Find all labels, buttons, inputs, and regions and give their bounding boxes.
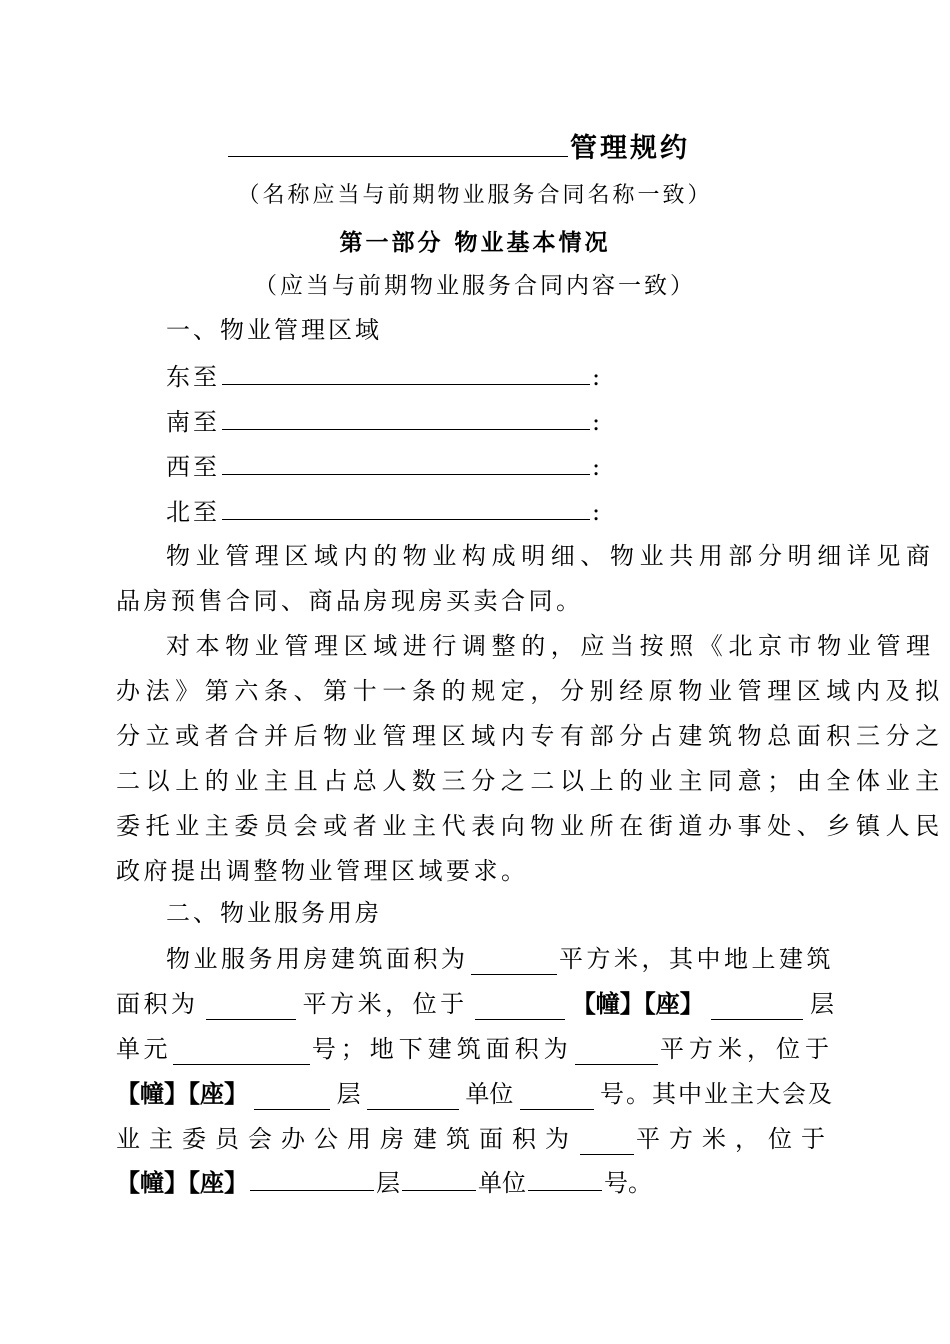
rooms-line-5 [116,1123,834,1155]
boundary-label: 西至 [166,453,220,481]
paragraph-line: 对本物业管理区域进行调整的，应当按照《北京市物业管理 [166,632,936,660]
building-label: 【幢】【座】 [116,1169,248,1197]
area-blank [206,995,296,1020]
unit-blank [402,1166,476,1191]
text-segment: 物业服务用房建筑面积为 [166,945,469,973]
building-label: 【幢】【座】 [571,990,704,1018]
text-segment: 号；地下建筑面积为 [311,1035,573,1063]
area-blank [471,950,558,975]
boundary-blank [222,360,590,385]
title-blank [228,132,568,157]
paragraph-line: 二以上的业主且占总人数三分之二以上的业主同意；由全体业主 [116,767,945,795]
floor-blank [254,1085,330,1110]
area-blank [575,1040,658,1065]
boundary-colon: : [592,453,604,481]
boundary-colon: : [592,498,604,526]
boundary-label: 北至 [166,498,220,526]
text-segment: 平方米，位于 [302,990,468,1018]
paragraph-line: 品房预售合同、商品房现房买卖合同。 [116,587,584,615]
text-segment: 单位 [465,1080,514,1108]
text-segment: 层 [809,990,834,1018]
text-segment: 业主委员会办公用房建筑面积为 [116,1125,578,1153]
paragraph-line: 委托业主委员会或者业主代表向物业所在街道办事处、乡镇人民 [116,812,945,840]
text-segment: 号。 [604,1169,652,1197]
paragraph-line: 分立或者合并后物业管理区域内专有部分占建筑物总面积三分之 [116,722,945,750]
section-heading-area: 一、物业管理区域 [166,316,382,344]
boundary-blank [222,495,590,520]
unit-blank [367,1085,459,1110]
rooms-line-1 [166,943,834,975]
floor-blank [711,995,803,1020]
boundary-label: 南至 [166,408,220,436]
number-blank [520,1085,594,1110]
text-segment: 平方米，位于 [636,1125,834,1153]
title-note: （名称应当与前期物业服务合同名称一致） [237,183,713,208]
text-segment: 平方米，位于 [660,1035,834,1063]
building-label: 【幢】【座】 [116,1080,248,1108]
boundary-colon: : [592,363,604,391]
part-note: （应当与前期物业服务合同内容一致） [254,273,696,299]
boundary-blank [222,450,590,475]
boundary-label: 东至 [166,363,220,391]
text-segment: 层 [336,1080,361,1108]
text-segment: 单位 [478,1169,526,1197]
title-text: 管理规约 [570,133,690,164]
paragraph-line: 办法》第六条、第十一条的规定，分别经原物业管理区域内及拟 [116,677,945,705]
part-heading: 第一部分 物业基本情况 [339,230,611,256]
boundary-colon: : [592,408,604,436]
paragraph-line: 物业管理区域内的物业构成明细、物业共用部分明细详见商 [166,542,936,570]
text-segment: 平方米，其中地上建筑 [559,945,834,973]
rooms-line-4 [116,1078,834,1110]
rooms-line-3 [116,1033,834,1065]
rooms-line-2 [116,988,834,1020]
floor-blank [250,1166,374,1191]
section-heading-rooms: 二、物业服务用房 [166,899,382,927]
text-segment: 号。其中业主大会及 [599,1080,834,1108]
boundary-north [166,495,766,528]
number-blank [528,1166,602,1191]
paragraph-line: 政府提出调整物业管理区域要求。 [116,857,529,885]
unit-blank [173,1040,310,1065]
boundary-blank [222,405,590,430]
area-blank [580,1130,634,1155]
rooms-line-6 [116,1166,716,1199]
boundary-west [166,450,766,483]
boundary-east [166,360,766,393]
boundary-south [166,405,766,438]
document-title [226,132,726,165]
text-segment: 层 [376,1169,400,1197]
text-segment: 面积为 [116,990,199,1018]
text-segment: 单元 [116,1035,171,1063]
building-blank [475,995,565,1020]
